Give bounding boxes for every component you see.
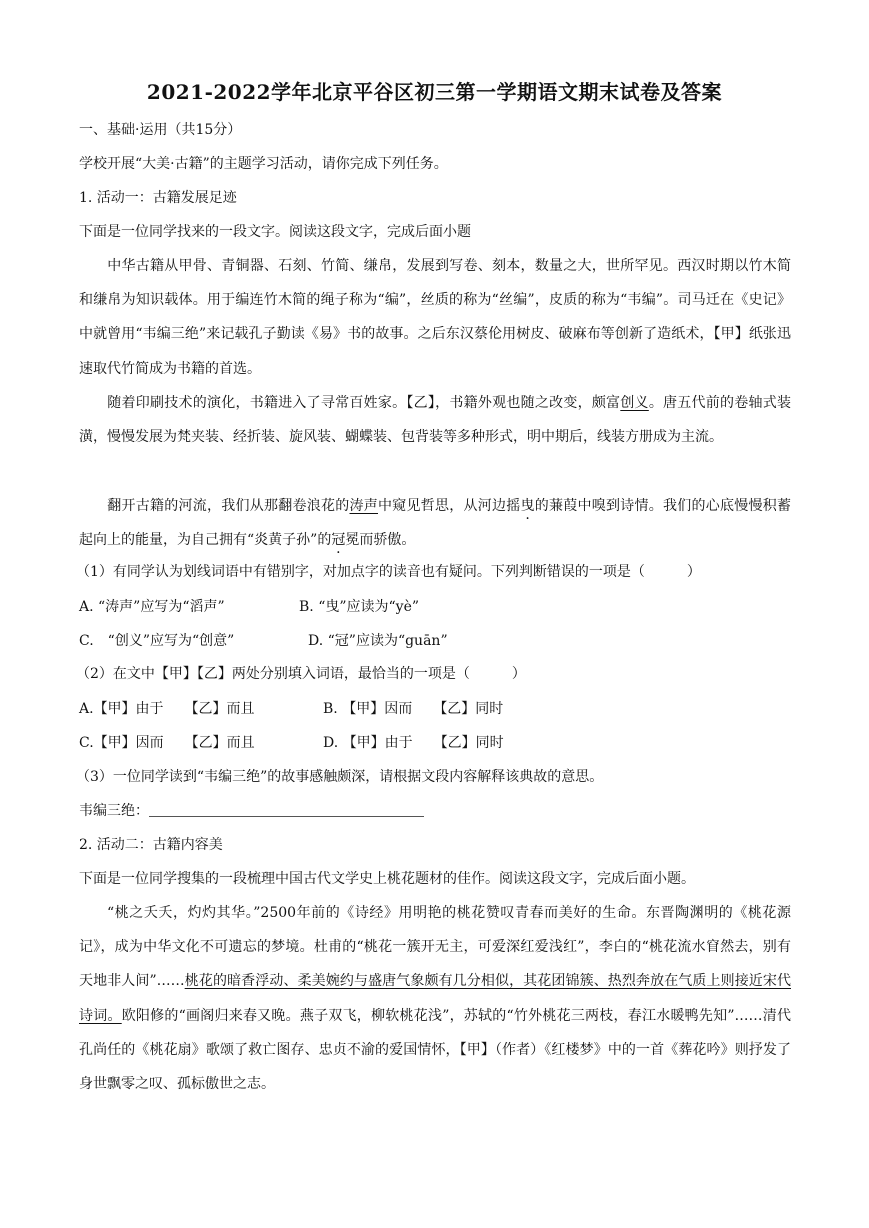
q2-option-b: B. 【甲】因而 【乙】同时: [323, 701, 504, 717]
activity1-paragraph-3: [79, 489, 791, 557]
paragraph-text: 的蒹葭中嗅到诗情。我们的心底慢慢积蓄起向上的能量，为自己拥有“炎黄子孙”的: [79, 498, 791, 549]
q2-option-c: C.【甲】因而 【乙】而且: [79, 735, 255, 751]
activity2-paragraph: [79, 896, 791, 1101]
paragraph-text: 。唐五代前的卷轴式装潢，慢慢发展为梵夹装、经折装、旋风装、蝴蝶装、包背装等多种形式，明中期后，线装方册成为主流。: [79, 395, 792, 446]
answer-blank[interactable]: [149, 802, 424, 817]
q1-option-d: D. “冠”应读为“guān”: [308, 633, 448, 649]
q1-option-b: B. “曳”应读为“yè”: [299, 599, 420, 615]
page-title: 2021-2022学年北京平谷区初三第一学期语文期末试卷及答案: [146, 80, 723, 104]
activity1-paragraph-2: [79, 386, 791, 454]
q2-option-d: D. 【甲】由于 【乙】同时: [323, 735, 504, 751]
paragraph-text: 中华古籍从甲骨、青铜器、石刻、竹简、缣帛，发展到写卷、刻本，数量之大，世所罕见。西汉时期以竹木简和缣帛为知识载体。用于编连竹木简的绳子称为“编”，丝质的称为“丝编”，皮质的称为“韦编”。司马迁在《史记》中就曾用“韦编三绝”来记载孔子勤读《易》书的故事。之后东汉蔡伦用树皮、破麻布等创新了造纸术，【甲】纸张迅速取代竹简成为书籍的首选。: [79, 258, 791, 377]
activity2-heading: 2. 活动二：古籍内容美: [79, 837, 223, 853]
paragraph-text: 翻开古籍的河流，我们从那翻卷浪花的: [107, 498, 350, 514]
intro-text: 学校开展“大美·古籍”的主题学习活动，请你完成下列任务。: [79, 156, 448, 172]
question-1: （1）有同学认为划线词语中有错别字，对加点字的读音也有疑问。下列判断错误的一项是（ ）: [76, 564, 701, 580]
q1-option-c: C. “创义”应写为“创意”: [79, 633, 235, 649]
dotted-character: 冠: [331, 532, 346, 549]
underlined-word: 涛声: [349, 498, 378, 514]
activity1-lead: 下面是一位同学找来的一段文字。阅读这段文字，完成后面小题: [79, 224, 471, 240]
activity2-lead: 下面是一位同学搜集的一段梳理中国古代文学史上桃花题材的佳作。阅读这段文字，完成后面小题。: [79, 871, 695, 887]
answer-label: 韦编三绝：: [79, 803, 149, 819]
section-heading: 一、基础·运用（共15分）: [79, 122, 242, 138]
activity1-paragraph-1: [79, 249, 791, 386]
question-2: （2）在文中【甲】【乙】两处分别填入词语，最恰当的一项是（ ）: [76, 666, 526, 682]
dotted-character: 曳: [520, 498, 535, 514]
paragraph-text: 中窥见哲思，从河边摇: [378, 498, 521, 514]
answer-line: [79, 801, 424, 821]
paragraph-text: 随着印刷技术的演化，书籍进入了寻常百姓家。【乙】，书籍外观也随之改变，颇富: [107, 395, 621, 411]
underlined-word: 创义: [620, 395, 649, 411]
q1-option-a: A. “涛声”应写为“滔声”: [79, 599, 225, 615]
paragraph-text: 冕而骄傲。: [345, 532, 416, 549]
paragraph-text: 欧阳修的“画阁归来春又晚。燕子双飞，柳软桃花浅”，苏轼的“竹外桃花三两枝，春江水暖鸭先知”……清代孔尚任的《桃花扇》歌颂了救亡图存、忠贞不渝的爱国情怀，【甲】（作者）《红楼梦》中的一首《葬花吟》则抒发了身世飘零之叹、孤标傲世之志。: [79, 1007, 791, 1093]
underlined-sentence: 桃花的暗香浮动、柔美婉约与盛唐气象颇有几分相似，其花团锦簇、热烈奔放在气质上则接近宋代诗词。: [79, 973, 791, 1024]
paragraph-text: “桃之夭夭，灼灼其华。”2500年前的《诗经》用明艳的桃花赞叹青春而美好的生命。东晋陶渊明的《桃花源记》，成为中华文化不可遗忘的梦境。杜甫的“桃花一簇开无主，可爱深红爱浅红”，李白的“桃花流水窅然去，别有天地非人间”……: [79, 905, 791, 990]
activity1-heading: 1. 活动一：古籍发展足迹: [79, 190, 237, 206]
q2-option-a: A.【甲】由于 【乙】而且: [79, 701, 255, 717]
question-3: （3）一位同学读到“韦编三绝”的故事感触颇深，请根据文段内容解释该典故的意思。: [76, 769, 604, 785]
